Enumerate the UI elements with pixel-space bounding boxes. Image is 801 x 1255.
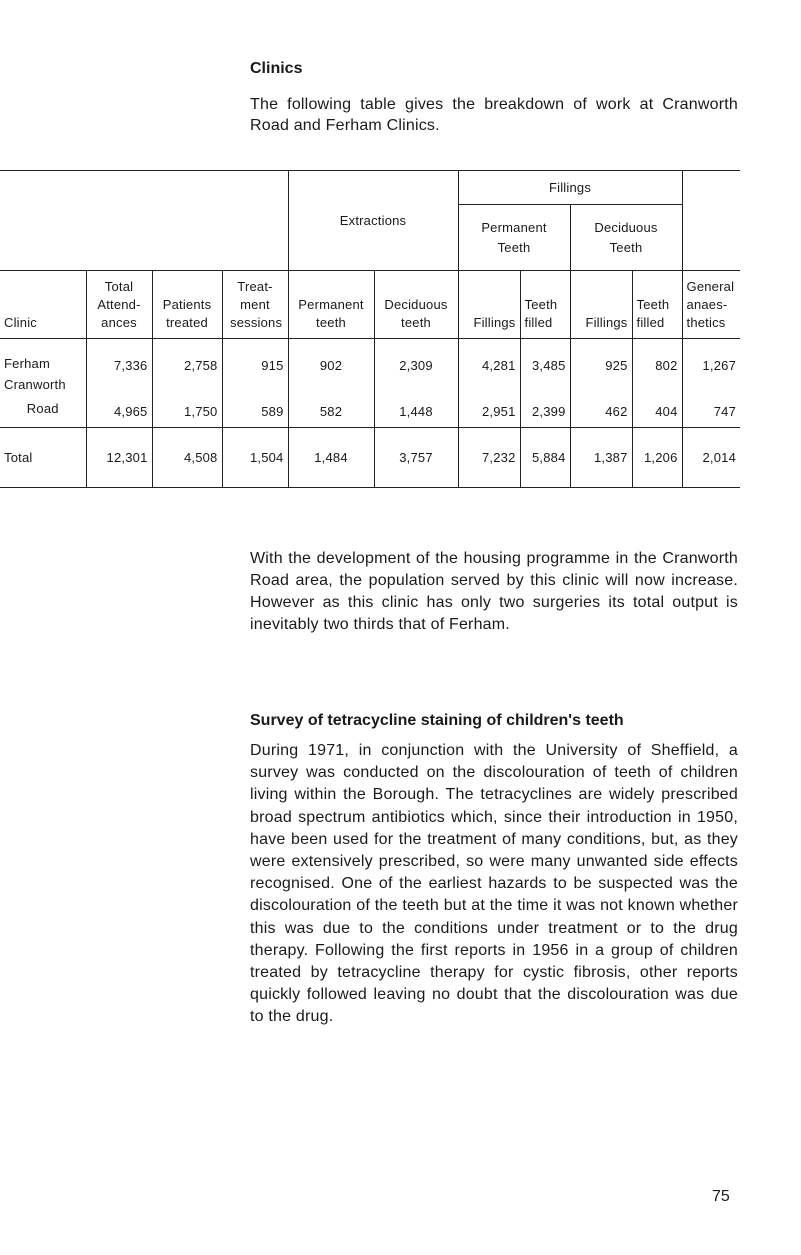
col-treatment-sessions: Treat- ment sessions	[222, 271, 288, 339]
row-ferham-clinic: Ferham	[4, 355, 50, 371]
cell: 1,206	[632, 427, 682, 487]
cell: 5,884	[520, 427, 570, 487]
col-perm-teeth-filled: Teeth filled	[520, 271, 570, 339]
col-total-attendances: Total Attend- ances	[86, 271, 152, 339]
col-dec-teeth-filled: Teeth filled	[632, 271, 682, 339]
page-number: 75	[712, 1188, 730, 1205]
cell: 7,336	[86, 339, 152, 373]
cranworth-line2: Road	[26, 400, 59, 416]
col-general-anaesthetics: General anaes- thetics	[682, 271, 740, 339]
cell: 802	[632, 339, 682, 373]
cell: 3,757	[374, 427, 458, 487]
clinics-intro-text: The following table gives the breakdown of work at Cranworth Road and Ferham Clinics.	[250, 96, 738, 134]
header-blank-cell	[0, 171, 288, 271]
clinic-work-table	[0, 170, 740, 488]
cell: 4,281	[458, 339, 520, 373]
cell: 582	[288, 373, 374, 428]
cell: 4,508	[152, 427, 222, 487]
cell: 915	[222, 339, 288, 373]
cell: 925	[570, 339, 632, 373]
cell: 2,309	[374, 339, 458, 373]
cell: 12,301	[86, 427, 152, 487]
cell: 4,965	[86, 373, 152, 428]
cell: 1,504	[222, 427, 288, 487]
cell: 1,750	[152, 373, 222, 428]
cell: 1,448	[374, 373, 458, 428]
col-extr-deciduous: Deciduous teeth	[374, 271, 458, 339]
cranworth-paragraph-text: With the development of the housing programme in the Cranworth Road area, the population served by this clinic will now increase. However as this clinic has only two surgeries its total output is inevitably two thirds that of Ferham.	[250, 550, 738, 633]
survey-paragraph	[250, 740, 738, 1029]
row-total-clinic: Total	[4, 449, 33, 465]
header-blank-right	[682, 171, 740, 271]
cell: 1,267	[682, 339, 740, 373]
row-cranworth-clinic	[0, 373, 86, 428]
cell: 2,399	[520, 373, 570, 428]
cell: 902	[288, 339, 374, 373]
cell: 2,951	[458, 373, 520, 428]
extractions-group-header: Extractions	[288, 171, 458, 271]
col-extr-permanent: Permanent teeth	[288, 271, 374, 339]
cell: 1,387	[570, 427, 632, 487]
clinics-heading: Clinics	[250, 60, 303, 77]
fillings-group-header: Fillings	[458, 171, 682, 205]
clinics-intro	[250, 94, 738, 136]
col-dec-fillings: Fillings	[570, 271, 632, 339]
cranworth-line1: Cranworth	[4, 376, 66, 392]
cell: 3,485	[520, 339, 570, 373]
col-clinic: Clinic	[4, 315, 37, 330]
survey-paragraph-text: During 1971, in conjunction with the University of Sheffield, a survey was conducted on the discolouration of teeth of children living within the Borough. The tetracyclines are widely prescribed broad spectrum antibiotics which, since their introduction in 1950, have been used for the treatment of many conditions, but, as they were extensively prescribed, so were many unwanted side effects recognised. One of the earliest hazards to be suspected was the discolouration of the teeth but at the time it was not known whether this was due to the conditions under treatment or to the drug therapy. Following the first reports in 1956 in a group of children treated by tetracycline therapy for cystic fibrosis, other reports quickly followed leaving no doubt that the discolouration was due to the drug.	[250, 742, 738, 1026]
cranworth-paragraph	[250, 548, 738, 636]
cell: 2,758	[152, 339, 222, 373]
permanent-teeth-subheader: Permanent Teeth	[458, 205, 570, 271]
col-patients-treated: Patients treated	[152, 271, 222, 339]
deciduous-teeth-subheader: Deciduous Teeth	[570, 205, 682, 271]
cell: 462	[570, 373, 632, 428]
cell: 7,232	[458, 427, 520, 487]
cell: 1,484	[288, 427, 374, 487]
cell: 589	[222, 373, 288, 428]
col-perm-fillings: Fillings	[458, 271, 520, 339]
cell: 404	[632, 373, 682, 428]
cell: 2,014	[682, 427, 740, 487]
cell: 747	[682, 373, 740, 428]
survey-heading: Survey of tetracycline staining of children's teeth	[250, 712, 624, 729]
